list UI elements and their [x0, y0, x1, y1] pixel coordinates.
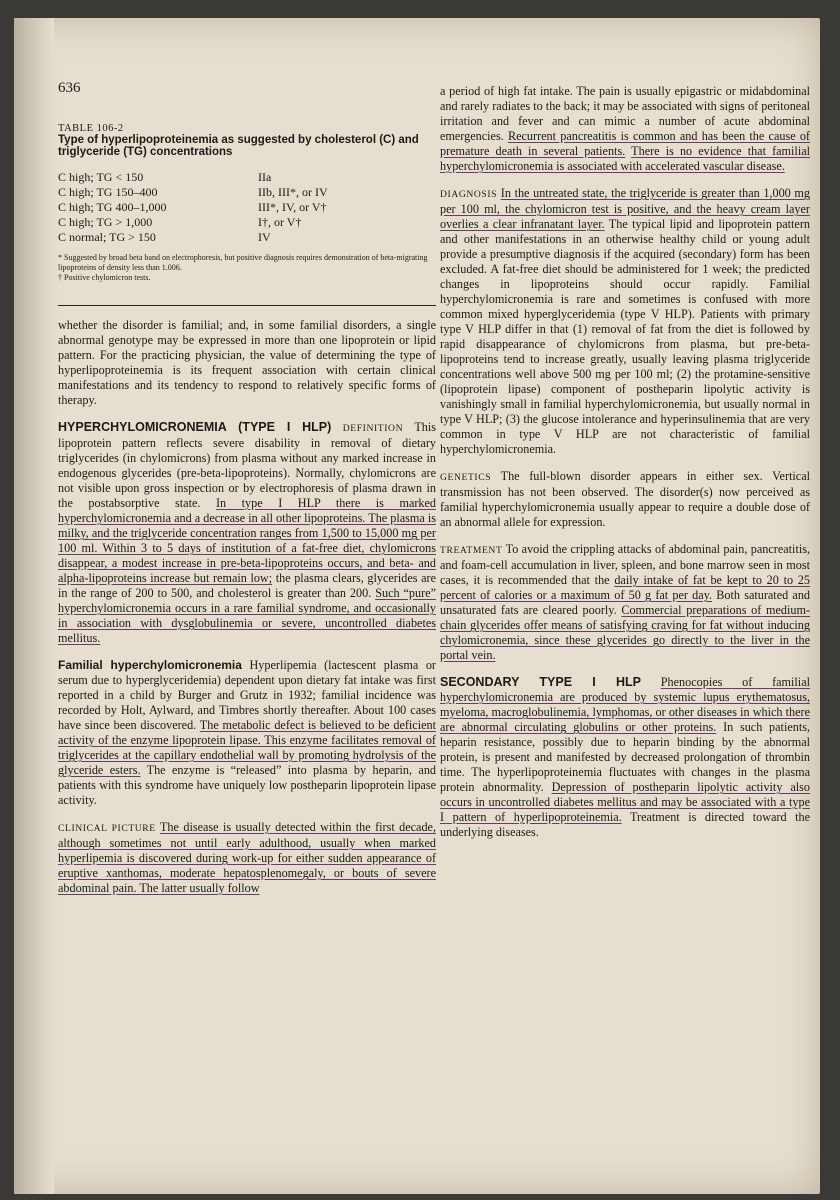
table-row [58, 230, 328, 245]
body-text: This lipoprotein pattern reflects severe disability in removal of dietary triglycerides (in chylomicrons) from plasma without any marked increase in endogenous glycerides (pre-beta-lipoproteins). Normally, chylomicrons are not visible upon gross inspection or by electrophoresis of plasma drawn in the postabsorptive state. [58, 420, 436, 510]
familial-heading: Familial hyperchylomicronemia [58, 658, 242, 672]
highlighted-text: Depression of postheparin lipolytic activity also occurs in uncontrolled diabetes mellitus and may be associated with a type I pattern of hyperlipoproteinemia. [440, 780, 810, 824]
diagnosis-label: DIAGNOSIS [440, 189, 498, 200]
table-label: TABLE 106-2 [58, 123, 124, 134]
table-cell: C normal; TG > 150 [58, 230, 156, 244]
definition-paragraph [58, 420, 436, 646]
page-gutter-shadow [14, 18, 54, 1194]
body-text: a period of high fat intake. The pain is usually epigastric or midabdominal and rarely radiates to the back; it may be associated with signs of peritoneal irritation and fever and can mimic a number of acute abdominal emergencies. [440, 84, 810, 143]
table-cell: C high; TG 400–1,000 [58, 200, 167, 214]
highlighted-text: In type I HLP there is marked hyperchylomicronemia and a decrease in all other lipoproteins. The plasma is milky, and the triglyceride concentration ranges from 1,500 to 15,000 mg per 100 ml. Within 3 to 5 days of institution of a fat-free diet, chylomicrons disappear, a modest increase in pre-beta-lipoproteins occurs, and beta- and alpha-lipoproteins increase but remain low; [58, 496, 437, 585]
table-cell: C high; TG > 1,000 [58, 215, 153, 229]
highlighted-text: daily intake of fat be kept to 20 to 25 percent of calories or a maximum of 50 g fat per day. [440, 573, 810, 602]
body-text: Hyperlipemia (lactescent plasma or serum due to hyperglyceridemia) dependent upon dietary fat intake was first reported in a child by Burger and Grutz in 1932; familial incidence was recorded by Holt, Aylward, and Timbres shortly thereafter. About 100 cases have since been discovered. [58, 658, 436, 732]
table-cell: I†, or V† [258, 215, 302, 229]
body-text: The enzyme is “released” into plasma by heparin, and patients with this syndrome have uniquely low postheparin lipoprotein lipase activity. [58, 763, 437, 807]
table-cell: IIa [258, 170, 272, 184]
body-text: Treatment is directed toward the underlying diseases. [440, 810, 811, 839]
footnote-star: * Suggested by broad beta band on electrophoresis, but positive diagnosis requires demonstration of beta-migrating lipoproteins of density less than 1.006. [58, 253, 428, 272]
treatment-label: TREATMENT [440, 545, 503, 556]
table-block [58, 123, 436, 283]
highlighted-text: Commercial preparations of medium-chain glycerides offer means of satisfying craving for fat without inducing chylomicronemia, since these glycerides go directly to the liver in the portal vein. [440, 603, 811, 662]
table-cell: III*, IV, or V† [258, 200, 327, 214]
familial-paragraph [58, 658, 436, 808]
clinical-label: CLINICAL PICTURE [58, 823, 156, 834]
genetics-paragraph [440, 469, 810, 530]
body-text: The full-blown disorder appears in either sex. Vertical transmission has not been observed. The disorder(s) now perceived as familial hyperchylomicronemia usually appear to require a double dose of an abnormal allele for expression. [440, 469, 811, 529]
table-cell: IIb, III*, or IV [258, 185, 328, 199]
highlighted-text: There is no evidence that familial hyperchylomicronemia is associated with accelerated vascular disease. [440, 144, 810, 173]
highlighted-text: Such “pure” hyperchylomicronemia occurs in a rare familial syndrome, and occasionally in association with dysglobulinemia or severe, uncontrolled diabetes mellitus. [58, 586, 436, 645]
table-row [58, 170, 328, 185]
hlp-type-table [58, 170, 328, 245]
clinical-paragraph [58, 820, 436, 896]
body-text: Both saturated and unsaturated fats are cleared poorly. [440, 588, 811, 617]
section-heading-type-i: HYPERCHYLOMICRONEMIA (TYPE I HLP) [58, 420, 332, 434]
body-text: The typical lipid and lipoprotein pattern and other manifestations in an otherwise healthy child or young adult provide a presumptive diagnosis if the acquired (secondary) form has been excluded. A fat-free diet should be administered for 1 week; the predicted changes in lipoproteins should occur rapidly. Familial hyperchylomicronemia is rare and sometimes is confused with more common mixed hyperglyceridemia (type V HLP). Patients with primary type V HLP differ in that (1) removal of fat from the diet is followed by rapid disappearance of chylomicrons from plasma, but pre-beta-lipoproteins tend to increase greatly, usually leaving plasma triglyceride concentrations well above 500 mg per 100 ml; (2) the protamine-sensitive (lipoprotein lipase) component of postheparin lipolytic activity is vanishingly small in familial hyperchylomicronemia, but usually normal in type V HLP; (3) the glucose intolerance and hyperinsulinemia that are very common in type V HLP are not characteristic of familial hyperchylomicronemia. [440, 217, 810, 456]
section-heading-secondary: SECONDARY TYPE I HLP [440, 675, 641, 689]
page-number: 636 [58, 80, 81, 96]
definition-label: DEFINITION [342, 423, 404, 434]
table-divider [58, 305, 436, 306]
table-cell: IV [258, 230, 271, 244]
book-page [14, 18, 820, 1194]
body-text: To avoid the crippling attacks of abdominal pain, pancreatitis, and foam-cell accumulation in liver, spleen, and bone marrow seen in most cases, it is recommended that the [440, 542, 811, 587]
continued-paragraph [440, 84, 810, 174]
highlighted-text: The disease is usually detected within the first decade, although sometimes not until early adulthood, usually when marked hyperlipemia is discovered during work-up for either sudden appearance of eruptive xanthomas, moderate hepatosplenomegaly, or bouts of severe abdominal pain. The latter usually follow [58, 820, 436, 895]
genetics-label: GENETICS [440, 472, 492, 483]
highlighted-text: The metabolic defect is believed to be deficient activity of the enzyme lipoprotein lipase. This enzyme facilitates removal of triglycerides at the capillary endothelial wall by promoting hydrolysis of the glyceride esters. [58, 718, 436, 777]
intro-paragraph: whether the disorder is familial; and, in some familial disorders, a single abnormal genotype may be expressed in more than one lipoprotein or lipid pattern. For the practicing physician, the value of determining the type of hyperlipoproteinemia is its frequent association with certain clinical manifestations and its tendency to respond to relatively specific forms of therapy. [58, 318, 436, 407]
table-cell: C high; TG < 150 [58, 170, 144, 184]
highlighted-text: Phenocopies of familial hyperchylomicronemia are produced by systemic lupus erythematosus, myeloma, macroglobulinemia, lymphomas, or other diseases in which there are abnormal circulating globulins or other proteins. [440, 675, 810, 734]
treatment-paragraph [440, 542, 810, 663]
table-row [58, 215, 328, 230]
table-footnotes [58, 253, 436, 283]
diagnosis-paragraph [440, 186, 810, 457]
table-row [58, 200, 328, 215]
left-column [58, 80, 436, 896]
body-text: In such patients, heparin resistance, possibly due to heparin binding by the abnormal protein, is present and manifested by decreased prolongation of thrombin time. The hyperlipoproteinemia fluctuates with changes in the plasma protein abnormality. [440, 720, 811, 794]
body-text: the plasma clears, glycerides are in the range of 200 to 500, and cholesterol is greater than 200. [58, 571, 436, 600]
table-title: Type of hyperlipoproteinemia as suggested by cholesterol (C) and triglyceride (TG) concentrations [58, 134, 419, 158]
secondary-paragraph [440, 675, 810, 840]
highlighted-text: In the untreated state, the triglyceride is greater than 1,000 mg per 100 ml, the chylomicron test is positive, and the heavy cream layer overlies a clear infranatant layer. [440, 186, 810, 231]
footnote-dagger: † Positive chylomicron tests. [58, 273, 151, 282]
highlighted-text: Recurrent pancreatitis is common and has been the cause of premature death in several patients. [440, 129, 810, 158]
table-row [58, 185, 328, 200]
right-column [440, 84, 810, 840]
table-cell: C high; TG 150–400 [58, 185, 158, 199]
